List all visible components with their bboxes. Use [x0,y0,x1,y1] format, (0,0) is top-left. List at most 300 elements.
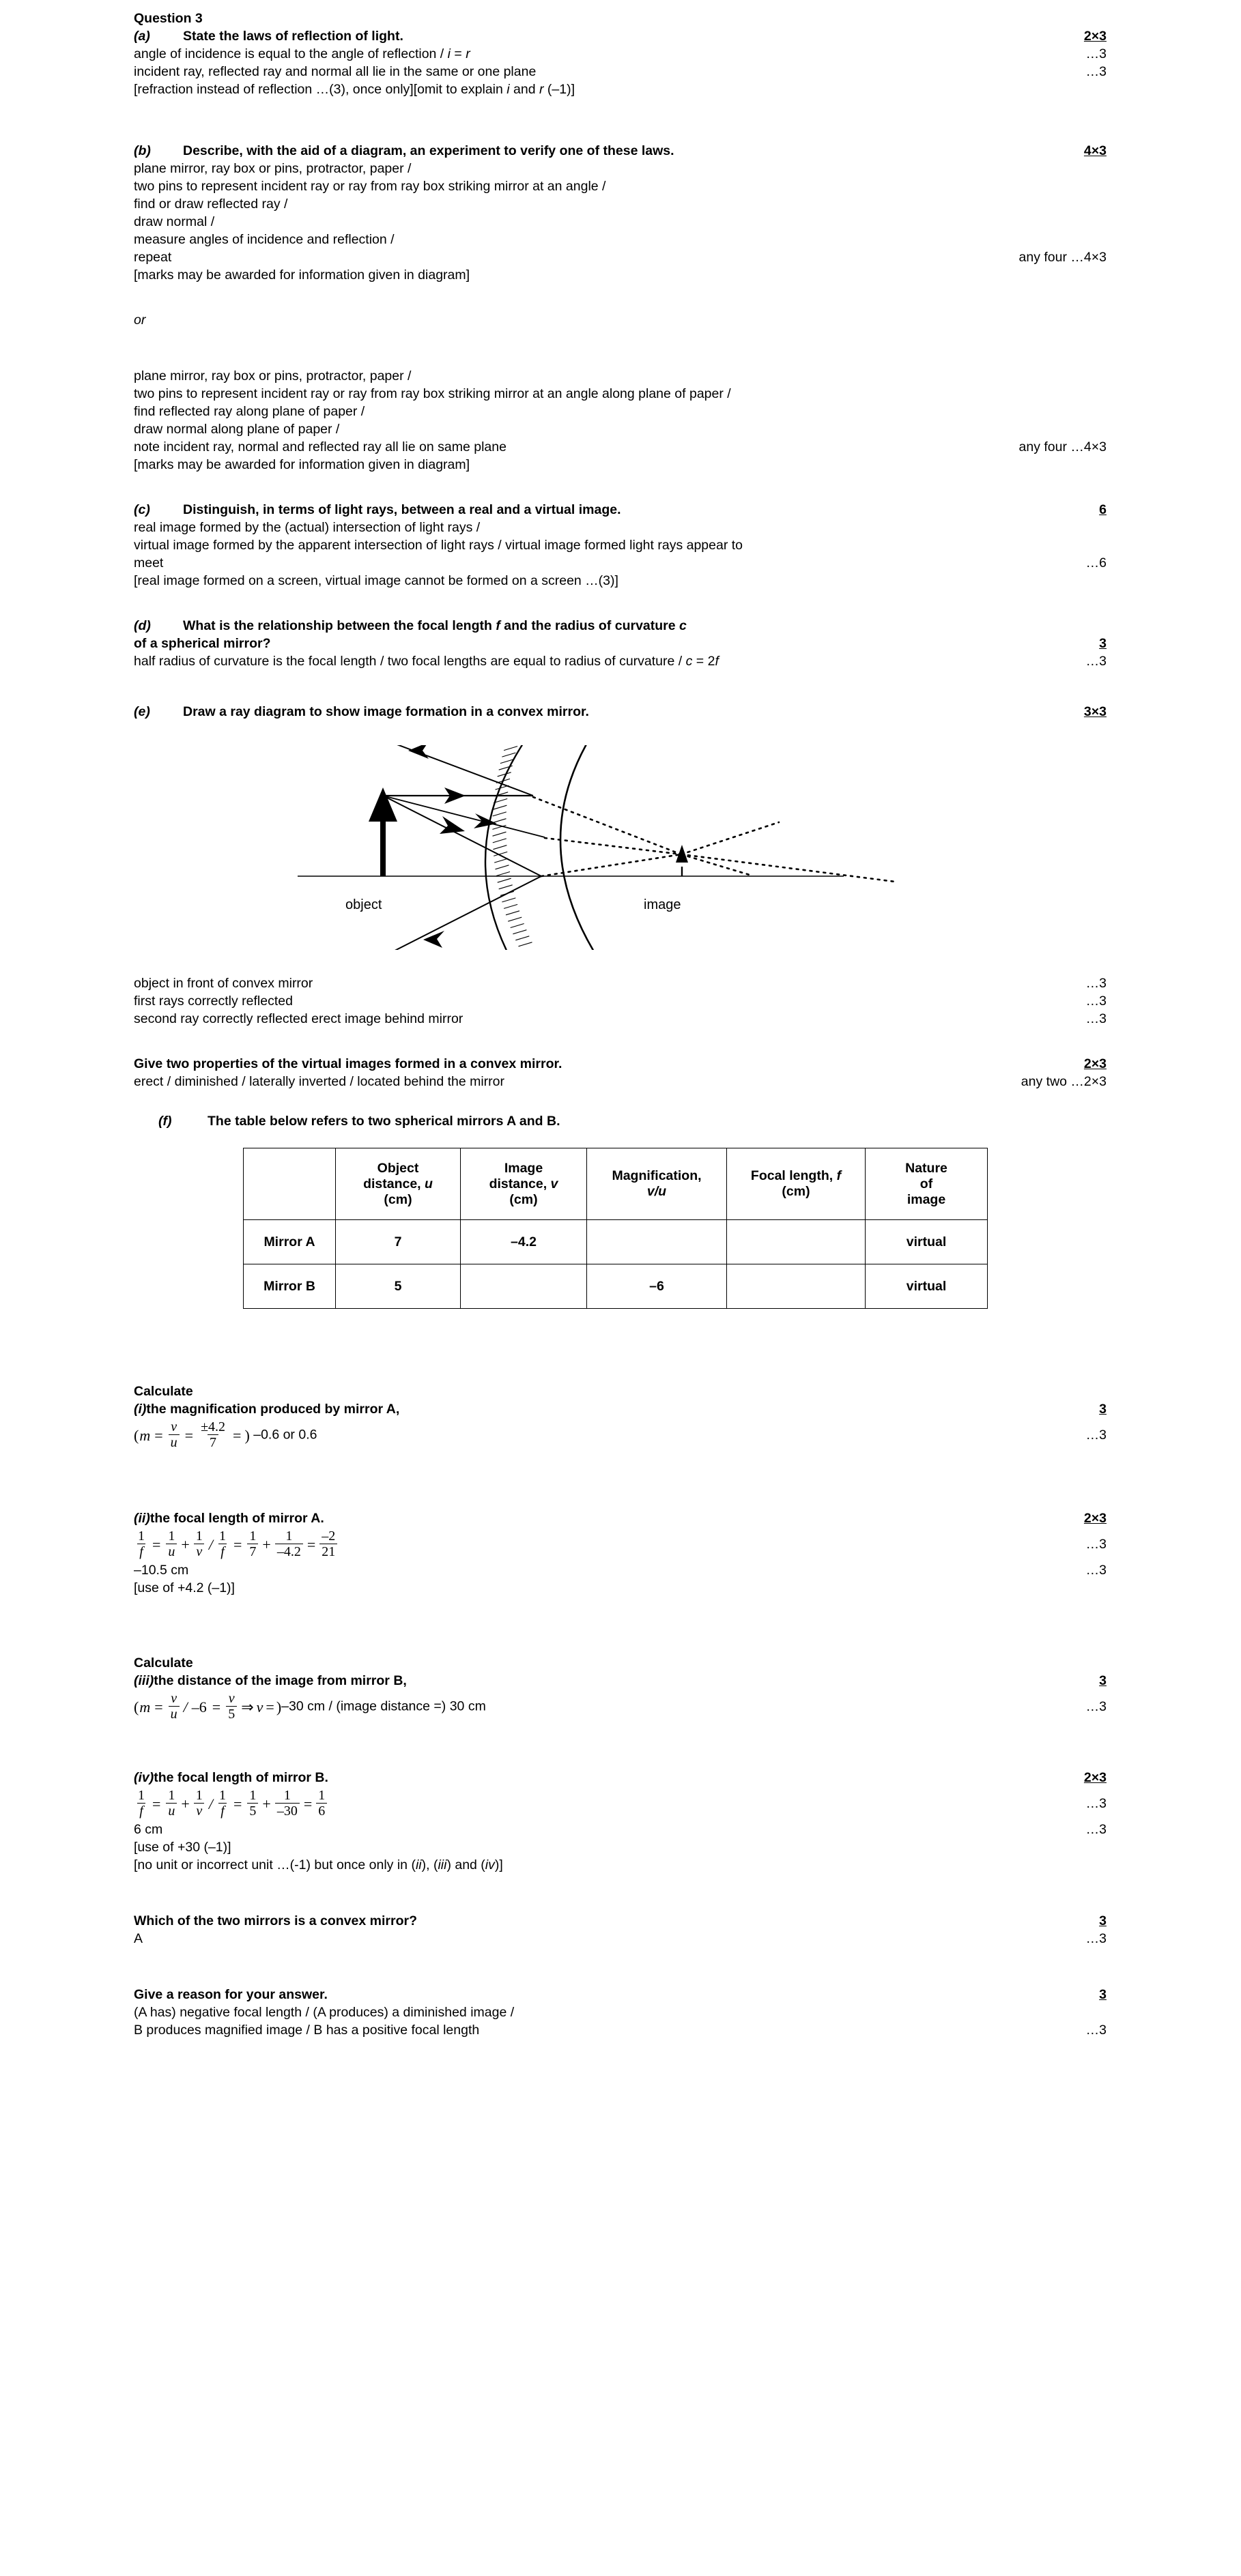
part-f-ii-note-row [134,1582,1107,1600]
part-e-question-row [134,706,1107,723]
header-image-l1: Image [504,1160,543,1176]
part-a-line-1-text: incident ray, reflected ray and normal all lie in the same or one plane [134,64,537,79]
idf-f1n: v [171,1691,177,1706]
part-a-line-0 [134,48,1107,66]
part-c-question-text: Distinguish, in terms of light rays, between a real and a virtual image. [183,502,621,517]
part-b-alt-line-2 [134,405,1107,423]
header-cell-image-distance [461,1148,587,1220]
spacer [134,332,1107,370]
fb-eq2: = [233,1795,242,1812]
part-e-line-1-text: first rays correctly reflected [134,994,293,1009]
fb-f2n: 1 [168,1788,175,1803]
part-f-iv-label: (iv) [134,1770,154,1785]
fa-f2n: 1 [168,1529,175,1544]
part-e-label: (e) [134,704,150,719]
part-a-line-1 [134,66,1107,83]
part-a-line-2-text: [refraction instead of reflection …(3), once only][omit to explain i and r (–1)] [134,82,575,97]
reason-question-row [134,1988,1107,2006]
ray-to-pole-incident [383,796,541,876]
idf-m: m [139,1698,151,1716]
part-c-line-0 [134,521,1107,539]
part-e-line-0 [134,977,1107,995]
mf-open: ( [134,1426,139,1444]
fa-f1d: f [137,1544,145,1559]
fb-f6d: –30 [275,1803,300,1818]
fb-plus1: + [181,1795,190,1812]
fb-f4 [217,1789,228,1818]
part-d-question-text-1: What is the relationship between the focal length f and the radius of curvature c [183,618,687,633]
spacer [134,1093,1107,1115]
table-header-row [244,1148,988,1220]
part-e-sub-line-0-mark: any two …2×3 [1021,1074,1107,1089]
part-f-i-answer: –0.6 or 0.6 [253,1427,317,1443]
spacer [134,1950,1107,1988]
mirrors-table-head [244,1148,988,1220]
part-b-alt-line-2-text: find reflected ray along plane of paper / [134,404,365,419]
calculate-heading-1-row [134,1385,1107,1403]
reason-line-0 [134,2006,1107,2024]
part-f-iv-note1-row [134,1841,1107,1859]
part-c-line-2-mark: …6 [1085,555,1107,570]
fb-eq1: = [152,1795,161,1812]
part-f-ii-label: (ii) [134,1511,150,1526]
header-cell-blank [244,1148,336,1220]
part-b-line-1-text: two pins to represent incident ray or ray from ray box striking mirror at an angle / [134,179,606,194]
part-f-iii-question [134,1675,416,1688]
part-c-question-row [134,504,1107,521]
spacer [134,287,1107,314]
part-e-subquestion-text: Give two properties of the virtual images formed in a convex mirror. [134,1056,562,1071]
fb-f1n: 1 [138,1788,145,1803]
spacer [134,1309,1107,1358]
cell-mirror-a-m [587,1220,727,1264]
spacer [134,1030,1107,1058]
part-d-mark: 3 [1099,636,1107,651]
part-b-alt-line-1-text: two pins to represent incident ray or ray from ray box striking mirror at an angle along plane of paper / [134,386,731,401]
part-d-question-row-2 [134,637,1107,655]
ray-diagram-svg [134,745,1107,950]
header-nature-l3: image [907,1191,946,1207]
convex-question-text: Which of the two mirrors is a convex mirror? [134,1913,417,1928]
page-title-text: Question 3 [134,11,203,26]
fa-f3 [194,1529,205,1559]
part-c-line-3 [134,575,1107,592]
idf-eq2: = [212,1698,221,1716]
focal-length-a-formula [134,1530,339,1559]
part-e-line-1-mark: …3 [1085,994,1107,1009]
part-e-line-0-text: object in front of convex mirror [134,976,313,991]
convex-answer-mark: …3 [1085,1931,1107,1946]
header-focal-l3: (cm) [782,1184,810,1199]
ray-to-pole-reflected-arrowhead [423,931,444,948]
fb-eq3: = [303,1795,313,1812]
part-d-label: (d) [134,618,151,633]
part-f-ii-question-row [134,1512,1107,1530]
part-b-line-5-text: repeat [134,250,172,265]
idf-f1d: u [169,1706,180,1721]
part-c-mark: 6 [1099,502,1107,517]
part-b-line-4-text: measure angles of incidence and reflection / [134,232,395,247]
mf-close: ) [244,1426,250,1444]
spacer [134,1452,1107,1496]
part-b-alt-line-3 [134,423,1107,441]
convex-question-mark: 3 [1099,1913,1107,1928]
fb-f2 [166,1789,177,1818]
convex-mirror-ray-diagram [134,745,1107,950]
cell-mirror-b-f [727,1264,866,1309]
fa-f4d: f [218,1544,227,1559]
part-f-iv-note1: [use of +30 (–1)] [134,1840,231,1855]
part-b-line-3-text: draw normal / [134,214,215,229]
fb-plus2: + [262,1795,271,1812]
fb-f5d: 5 [247,1803,258,1818]
spacer [134,1358,1107,1385]
header-image-l2: distance, v [489,1176,558,1191]
mirror-hatching [492,745,532,946]
part-b-alt-line-4 [134,441,1107,459]
fb-f1d: f [137,1803,145,1818]
part-f-ii-question-text: the focal length of mirror A. [149,1511,324,1526]
fb-slash: / [208,1795,213,1812]
fb-f6 [275,1789,300,1818]
part-d-question-1 [134,620,696,633]
part-f-ii-answer: –10.5 cm [134,1563,189,1578]
fb-f6n: 1 [283,1788,291,1803]
fb-f5n: 1 [249,1788,257,1803]
part-b-line-0 [134,162,1107,180]
part-e-subquestion-mark: 2×3 [1083,1056,1107,1071]
part-f-iv-mark: 2×3 [1083,1770,1107,1785]
fb-f3n: 1 [195,1788,203,1803]
part-c-question [134,504,631,517]
part-b-line-6 [134,269,1107,287]
convex-answer-text: A [134,1931,143,1946]
idf-eq1: = [154,1698,163,1716]
reason-question-mark: 3 [1099,1987,1107,2002]
part-c-line-2-text: meet [134,555,164,570]
mirrors-table [243,1148,988,1309]
part-b-or-text: or [134,313,146,328]
part-e-line-2-mark: …3 [1085,1011,1107,1026]
cell-mirror-b-m: –6 [587,1264,727,1309]
cell-mirror-a-v: –4.2 [461,1220,587,1264]
part-b-line-5-mark: any four …4×3 [1018,250,1107,265]
part-f-ii-question [134,1512,334,1526]
cell-mirror-b-u: 5 [336,1264,461,1309]
part-f-iv-formula-mark: …3 [1085,1795,1107,1811]
content-column [134,12,1107,2042]
part-f-iii-formula [134,1692,496,1722]
part-c-line-3-text: [real image formed on a screen, virtual image cannot be formed on a screen …(3)] [134,573,618,588]
fa-eq3: = [306,1535,316,1553]
part-b-line-3 [134,216,1107,233]
header-cell-object-distance [336,1148,461,1220]
part-b-alt-line-3-text: draw normal along plane of paper / [134,422,340,437]
spacer [134,723,1107,745]
part-a-question-row [134,30,1107,48]
part-f-iii-label: (iii) [134,1673,154,1688]
fa-f1n: 1 [138,1529,145,1544]
part-d-question-text-2: of a spherical mirror? [134,636,271,651]
header-cell-focal-length [727,1148,866,1220]
part-f-iv-answer-mark: …3 [1085,1822,1107,1837]
fa-f7n: –2 [322,1529,336,1544]
fa-eq1: = [152,1535,161,1553]
magnification-formula [134,1421,250,1450]
fa-f7d: 21 [319,1544,337,1559]
part-f-iv-question-text: the focal length of mirror B. [154,1770,328,1785]
idf-close: ) [276,1698,282,1716]
part-b-line-2 [134,198,1107,216]
spacer [134,1496,1107,1512]
part-e-sub-line-0-text: erect / diminished / laterally inverted / located behind the mirror [134,1074,505,1089]
part-e-line-2 [134,1013,1107,1030]
part-e-line-2-text: second ray correctly reflected erect image behind mirror [134,1011,463,1026]
fa-plus2: + [262,1535,271,1553]
calculate-heading-2: Calculate [134,1655,193,1670]
fa-f2d: u [166,1544,177,1559]
header-object-l3: (cm) [384,1191,412,1207]
part-f-question-row [158,1115,1131,1133]
idf-f2d: 5 [226,1706,237,1721]
part-f-iv-question-row [134,1771,1107,1789]
part-f-iii-answer: –30 cm / (image distance =) 30 cm [281,1698,486,1714]
part-e-sub-line-0 [134,1075,1107,1093]
spacer [134,476,1107,504]
fa-f6 [275,1529,303,1559]
fa-eq2: = [233,1535,242,1553]
part-f-iii-formula-row [134,1692,1107,1725]
fa-f7 [319,1529,337,1559]
header-object-l1: Object [377,1160,419,1176]
table-row [244,1264,988,1309]
mirrors-table-wrapper [243,1148,1107,1309]
virtual-ray-lines [533,797,895,882]
idf-eq3: = [266,1698,274,1716]
spacer [134,101,1107,145]
part-f-iii-mark: 3 [1099,1673,1107,1688]
part-f-ii-note: [use of +4.2 (–1)] [134,1580,235,1595]
part-b-line-4 [134,233,1107,251]
calculate-heading-1: Calculate [134,1384,193,1399]
virtual-image-arrow [676,845,688,876]
mf-m: m [139,1426,151,1444]
part-a-question [134,30,413,44]
fa-f1 [136,1529,147,1559]
fa-slash: / [208,1535,213,1553]
part-b-label: (b) [134,143,151,158]
object-label: object [345,897,382,912]
part-f-i-question-text: the magnification produced by mirror A, [146,1402,400,1417]
fa-f5 [247,1529,258,1559]
fb-f7d: 6 [316,1803,327,1818]
part-a-label: (a) [134,29,150,44]
part-b-line-0-text: plane mirror, ray box or pins, protractor, paper / [134,161,412,176]
part-a-question-text: State the laws of reflection of light. [183,29,403,44]
part-a-line-2 [134,83,1107,101]
part-a-line-0-mark: …3 [1085,46,1107,61]
mf-f1d: u [169,1434,180,1449]
part-e-question-text: Draw a ray diagram to show image formation in a convex mirror. [183,704,589,719]
reason-line-0-text: (A has) negative focal length / (A produces) a diminished image / [134,2005,515,2020]
reason-question-text: Give a reason for your answer. [134,1987,328,2002]
fb-f7 [316,1789,327,1818]
header-magnification-l3: v/u [646,1184,667,1199]
header-cell-nature [866,1148,988,1220]
focal-length-b-formula [134,1789,329,1819]
header-object-l2: distance, u [363,1176,433,1191]
part-b-line-2-text: find or draw reflected ray / [134,197,288,212]
part-b-question-text: Describe, with the aid of a diagram, an experiment to verify one of these laws. [183,143,674,158]
part-c-line-1 [134,539,1107,557]
part-e-subquestion-row [134,1058,1107,1075]
spacer [134,1877,1107,1915]
part-b-question-row [134,145,1107,162]
part-f-i-formula-row [134,1421,1107,1452]
header-image-l3: (cm) [509,1191,538,1207]
cell-mirror-a-name: Mirror A [244,1220,336,1264]
ray-to-pole-arrowhead [440,816,465,834]
part-b-question [134,145,684,158]
mf-frac-vu [169,1420,180,1449]
spacer [134,592,1107,620]
part-b-alt-line-4-mark: any four …4×3 [1018,439,1107,454]
header-focal-l2: Focal length, f [750,1168,842,1183]
part-d-line-0-text: half radius of curvature is the focal length / two focal lengths are equal to radius of curvature / c = 2f [134,654,719,669]
part-f-ii-formula [134,1530,349,1559]
part-f-iv-formula-row [134,1789,1107,1823]
cell-mirror-b-name: Mirror B [244,1264,336,1309]
part-f-iv-note2: [no unit or incorrect unit …(-1) but once only in (ii), (iii) and (iv)] [134,1857,503,1872]
spacer [134,1758,1107,1771]
fb-f4n: 1 [218,1788,226,1803]
mf-f1n: v [171,1419,177,1434]
part-c-line-0-text: real image formed by the (actual) intersection of light rays / [134,520,481,535]
part-f-iii-question-row [134,1675,1107,1692]
idf-f2 [226,1692,237,1721]
fa-plus1: + [181,1535,190,1553]
fb-f3 [194,1789,205,1818]
cell-mirror-b-nature: virtual [866,1264,988,1309]
convex-question-row [134,1915,1107,1933]
table-row [244,1220,988,1264]
idf-arrow: ⇒ [241,1698,254,1716]
cell-mirror-b-v [461,1264,587,1309]
idf-f2n: v [228,1691,235,1706]
fa-f4n: 1 [218,1529,226,1544]
page-title [134,12,1107,30]
fa-f2 [166,1529,177,1559]
part-f-iv-question [134,1771,338,1785]
reason-line-1-mark: …3 [1085,2023,1107,2038]
part-b-alt-line-0 [134,370,1107,388]
fa-f3d: v [194,1544,204,1559]
part-b-alt-line-5-text: [marks may be awarded for information given in diagram] [134,457,470,472]
idf-open: ( [134,1698,139,1716]
cell-mirror-a-f [727,1220,866,1264]
fa-f5n: 1 [249,1529,257,1544]
fa-f3n: 1 [195,1529,203,1544]
fb-f3d: v [194,1803,204,1818]
spacer [134,1643,1107,1657]
part-f-i-formula [134,1421,326,1450]
part-f-ii-mark: 2×3 [1083,1511,1107,1526]
reason-line-1 [134,2024,1107,2042]
part-e-line-0-mark: …3 [1085,976,1107,991]
part-d-question-row-1 [134,620,1107,637]
mirror-curve [485,745,523,950]
calculate-heading-2-row [134,1657,1107,1675]
mf-f2d: 7 [208,1434,218,1449]
part-f-iv-note2-row [134,1859,1107,1877]
idf-f1 [169,1692,180,1721]
part-f-label: (f) [158,1114,172,1129]
part-f-i-question-row [134,1403,1107,1421]
mf-eq1: = [154,1426,163,1444]
part-e-question [134,706,599,719]
fa-f5d: 7 [247,1544,258,1559]
spacer [134,673,1107,706]
part-d-line-0 [134,655,1107,673]
part-b-alt-line-5 [134,459,1107,476]
part-b-line-1 [134,180,1107,198]
part-f-ii-answer-mark: …3 [1085,1563,1107,1578]
part-b-line-6-text: [marks may be awarded for information given in diagram] [134,267,470,283]
fb-f4d: f [218,1803,227,1818]
mf-frac-num [199,1420,227,1449]
part-b-alt-line-0-text: plane mirror, ray box or pins, protractor, paper / [134,368,412,383]
part-e-mark: 3×3 [1083,704,1107,719]
part-f-iv-answer: 6 cm [134,1822,163,1837]
part-f-i-mark: 3 [1099,1402,1107,1417]
part-b-or-row [134,314,1107,332]
part-f-iv-formula [134,1789,339,1819]
part-f-ii-formula-row [134,1530,1107,1564]
reason-line-1-text: B produces magnified image / B has a positive focal length [134,2023,480,2038]
spacer [134,1133,1107,1144]
part-f-ii-formula-mark: …3 [1085,1536,1107,1552]
part-f-i-answer-mark: …3 [1085,1427,1107,1443]
part-f-i-question [134,1403,409,1417]
header-cell-magnification [587,1148,727,1220]
part-f-ii-answer-row [134,1564,1107,1582]
fa-f4 [217,1529,228,1559]
header-magnification-l2: Magnification, [612,1168,702,1183]
ray-parallel-reflected-arrowhead [408,745,429,759]
part-b-alt-line-4-text: note incident ray, normal and reflected ray all lie on same plane [134,439,507,454]
part-f-iii-answer-mark: …3 [1085,1698,1107,1714]
part-e-line-1 [134,995,1107,1013]
mf-eq3: = [233,1426,242,1444]
mf-f2n: ±4.2 [201,1419,226,1434]
spacer [134,950,1107,977]
mirrors-table-body [244,1220,988,1309]
part-a-line-0-text: angle of incidence is equal to the angle of reflection / i = r [134,46,470,61]
header-nature-l1: Nature [905,1160,947,1176]
fa-f6n: 1 [285,1529,293,1544]
fb-f7n: 1 [318,1788,326,1803]
part-d-line-0-mark: …3 [1085,654,1107,669]
cell-mirror-a-u: 7 [336,1220,461,1264]
part-a-line-1-mark: …3 [1085,64,1107,79]
part-c-label: (c) [134,502,150,517]
part-c-line-1-text: virtual image formed by the apparent intersection of light rays / virtual image formed light rays appear to [134,538,743,553]
idf-val: –6 [191,1698,207,1716]
part-b-alt-line-1 [134,388,1107,405]
idf-v: v [256,1698,263,1716]
spacer [134,1600,1107,1643]
part-f-iv-answer-row [134,1823,1107,1841]
